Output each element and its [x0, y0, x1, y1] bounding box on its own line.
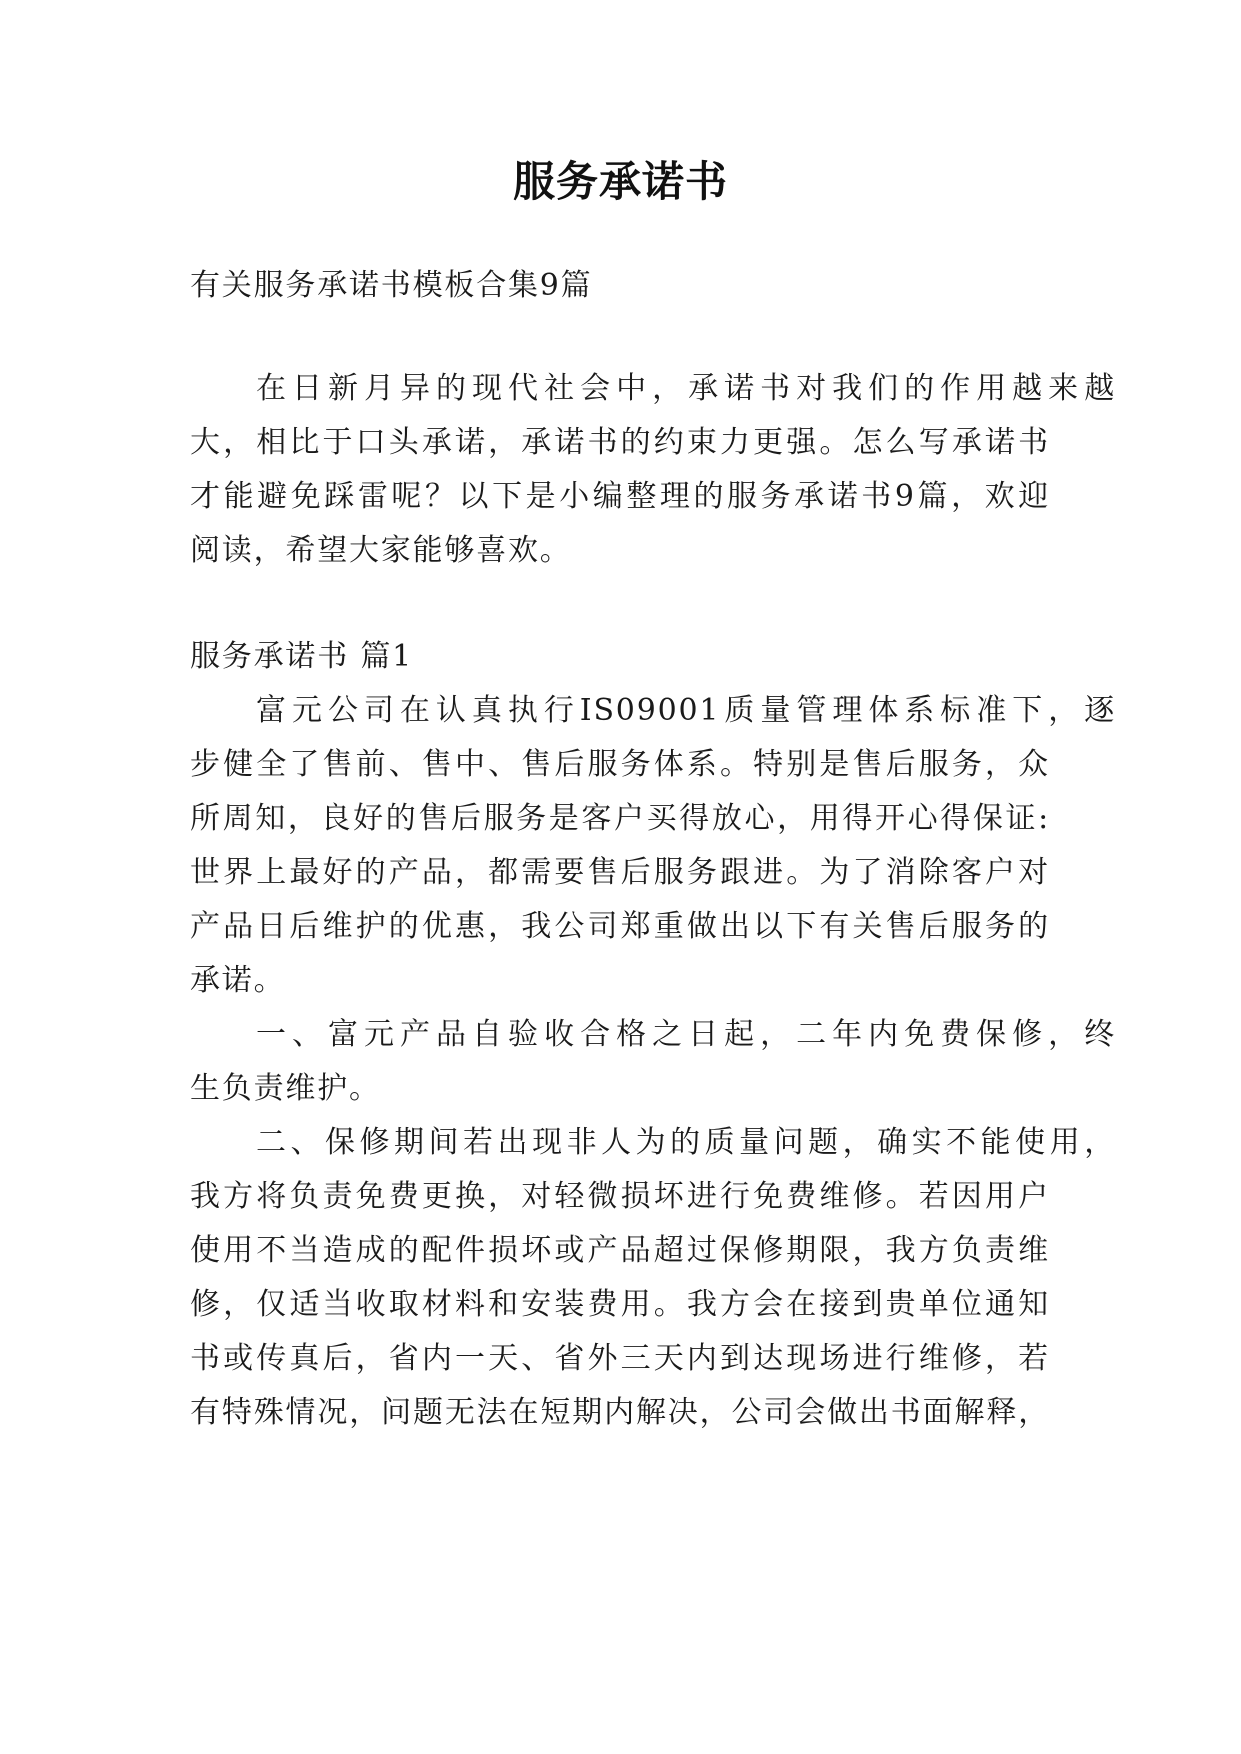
intro-line: 才能避免踩雷呢？以下是小编整理的服务承诺书9篇，欢迎 [190, 479, 1050, 514]
paragraph-line: 使用不当造成的配件损坏或产品超过保修期限，我方负责维 [190, 1233, 1050, 1268]
paragraph-line: 产品日后维护的优惠，我公司郑重做出以下有关售后服务的 [190, 909, 1050, 944]
paragraph-line: 承诺。 [190, 963, 286, 998]
paragraph-line: 世界上最好的产品，都需要售后服务跟进。为了消除客户对 [190, 855, 1050, 890]
intro-line: 阅读，希望大家能够喜欢。 [190, 533, 572, 568]
paragraph-line: 富元公司在认真执行IS09001质量管理体系标准下，逐 [256, 693, 1116, 728]
paragraph-line: 我方将负责免费更换，对轻微损坏进行免费维修。若因用户 [190, 1179, 1050, 1214]
paragraph-line: 步健全了售前、售中、售后服务体系。特别是售后服务，众 [190, 747, 1050, 782]
document-title: 服务承诺书 [512, 157, 728, 206]
intro-line: 在日新月异的现代社会中，承诺书对我们的作用越来越 [256, 371, 1116, 406]
paragraph-line: 一、富元产品自验收合格之日起，二年内免费保修，终 [256, 1017, 1116, 1052]
section-heading: 服务承诺书 篇1 [190, 639, 414, 674]
paragraph-line: 有特殊情况，问题无法在短期内解决，公司会做出书面解释， [190, 1395, 1050, 1430]
intro-line: 大，相比于口头承诺，承诺书的约束力更强。怎么写承诺书 [190, 425, 1050, 460]
paragraph-line: 生负责维护。 [190, 1071, 381, 1106]
document-subtitle: 有关服务承诺书模板合集9篇 [190, 268, 593, 303]
paragraph-line: 书或传真后，省内一天、省外三天内到达现场进行维修，若 [190, 1341, 1050, 1376]
paragraph-line: 二、保修期间若出现非人为的质量问题，确实不能使用， [256, 1125, 1116, 1160]
paragraph-line: 修，仅适当收取材料和安装费用。我方会在接到贵单位通知 [190, 1287, 1050, 1322]
paragraph-line: 所周知，良好的售后服务是客户买得放心，用得开心得保证: [190, 801, 1050, 836]
